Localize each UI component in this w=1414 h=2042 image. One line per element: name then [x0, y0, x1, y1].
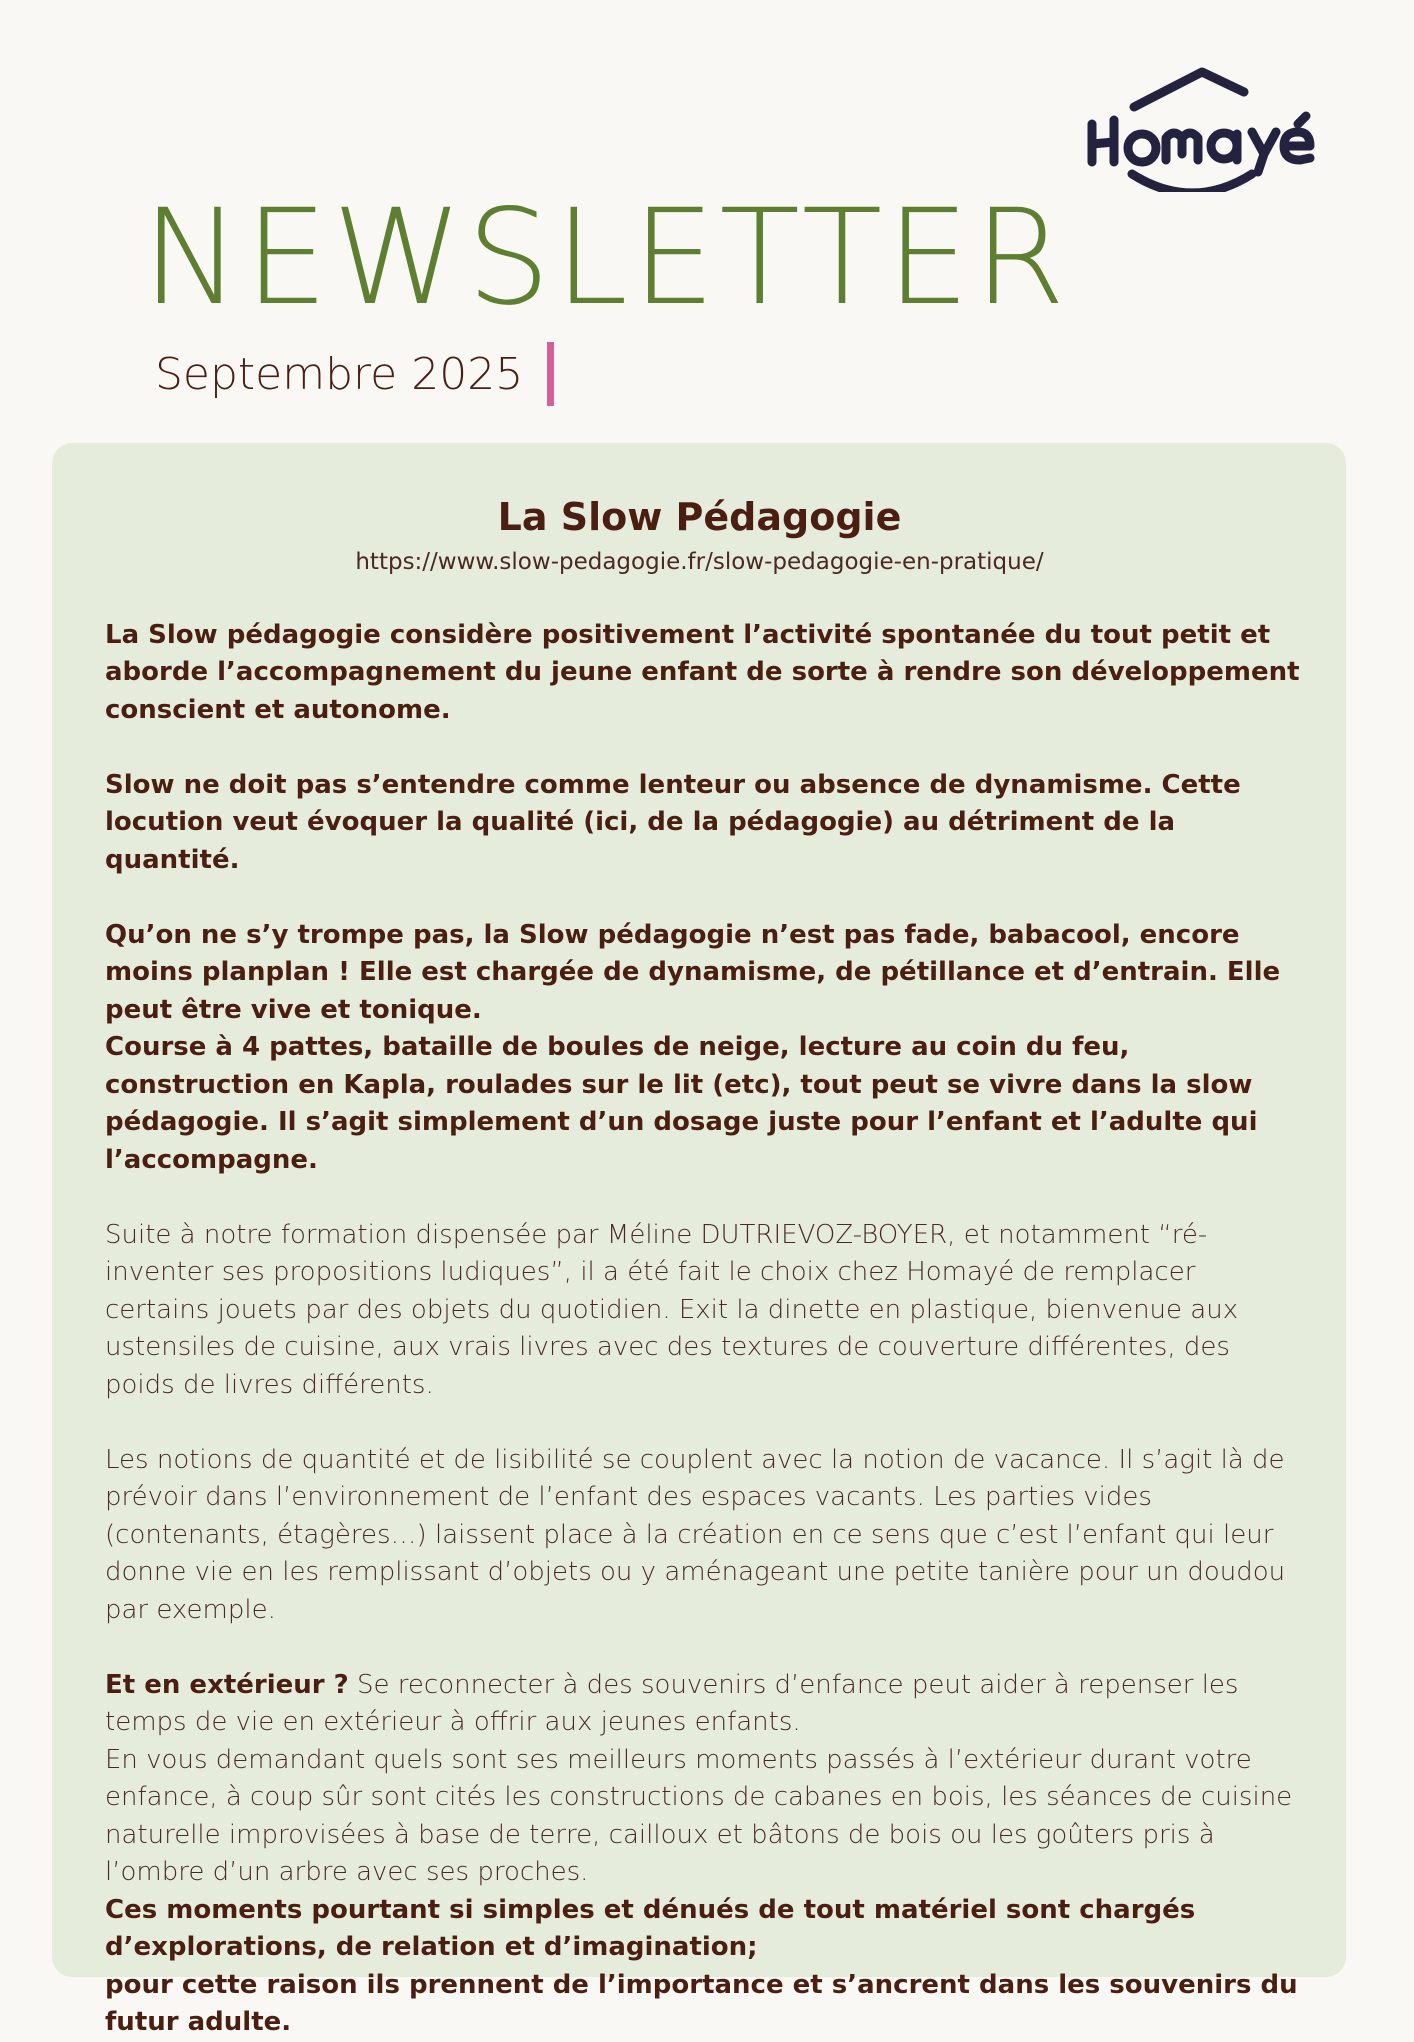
- homaye-logo: [1072, 62, 1352, 192]
- outdoor-rest: Se reconnecter à des souvenirs d’enfance peut aider à repenser les temps de vie en extérieur à offrir aux jeunes enfants.: [105, 1669, 1239, 1738]
- paragraph-dynamism: Qu’on ne s’y trompe pas, la Slow pédagogie n’est pas fade, babacool, encore moins planplan ! Elle est chargée de dynamisme, de pétillance et d’entrain. Elle peut être vive et tonique.: [105, 919, 1281, 1025]
- paragraph-vacancy: Les notions de quantité et de lisibilité se couplent avec la notion de vacance. Il s’agit là de prévoir dans l’environnement de l’enfant des espaces vacants. Les parties vides (contenants, étagères…) laissent place à la création en ce sens que c’est l’enfant qui leur donne vie en les remplissant d’objets ou y aménageant une petite tanière pour un doudou par exemple.: [105, 1444, 1286, 1625]
- newsletter-title: NEWSLETTER: [142, 181, 1070, 335]
- paragraph-examples: Course à 4 pattes, bataille de boules de neige, lecture au coin du feu, construction en Kapla, roulades sur le lit (etc), tout peut se vivre dans la slow pédagogie. Il s’agit simplement d’un dosage juste pour l’enfant et l’adulte qui l’accompagne.: [105, 1032, 1258, 1175]
- paragraph-intro: La Slow pédagogie considère positivement l’activité spontanée du tout petit et aborde l’accompagnement du jeune enfant de sorte à rendre son développement conscient et autonome.: [105, 619, 1300, 725]
- article-title: La Slow Pédagogie: [497, 495, 902, 539]
- article-body: [105, 617, 1306, 2042]
- paragraph-outdoor: [105, 1667, 1306, 1742]
- paragraph-conclusion: pour cette raison ils prennent de l’importance et s’ancrent dans les souvenirs du futur adulte.: [105, 1969, 1298, 2038]
- homaye-logo-mark: [1072, 62, 1352, 192]
- issue-date: Septembre 2025: [155, 348, 524, 400]
- paragraph-training: Suite à notre formation dispensée par Méline DUTRIEVOZ-BOYER, et notamment “ré-inventer ses propositions ludiques”, il a été fait le choix chez Homayé de remplacer certains jouets par des objets du quotidien. Exit la dinette en plastique, bienvenue aux ustensiles de cuisine, aux vrais livres avec des textures de couverture différentes, des poids de livres différents.: [105, 1219, 1239, 1400]
- paragraph-simple-moments: Ces moments pourtant si simples et dénués de tout matériel sont chargés d’explorations, de relation et d’imagination;: [105, 1894, 1196, 1963]
- accent-bar: [547, 342, 554, 406]
- outdoor-lead: Et en extérieur ?: [105, 1669, 349, 1700]
- article-panel: [52, 443, 1346, 2038]
- paragraph-slow-meaning: Slow ne doit pas s’entendre comme lenteur ou absence de dynamisme. Cette locution veut évoquer la qualité (ici, de la pédagogie) au détriment de la quantité.: [105, 769, 1241, 875]
- paragraph-memories: En vous demandant quels sont ses meilleurs moments passés à l’extérieur durant votre enfance, à coup sûr sont cités les constructions de cabanes en bois, les séances de cuisine naturelle improvisées à base de terre, cailloux et bâtons de bois ou les goûters pris à l’ombre d’un arbre avec ses proches.: [105, 1744, 1293, 1888]
- issue-date-row: [155, 342, 554, 406]
- article-source-url: https://www.slow-pedagogie.fr/slow-pedagogie-en-pratique/: [355, 548, 1044, 575]
